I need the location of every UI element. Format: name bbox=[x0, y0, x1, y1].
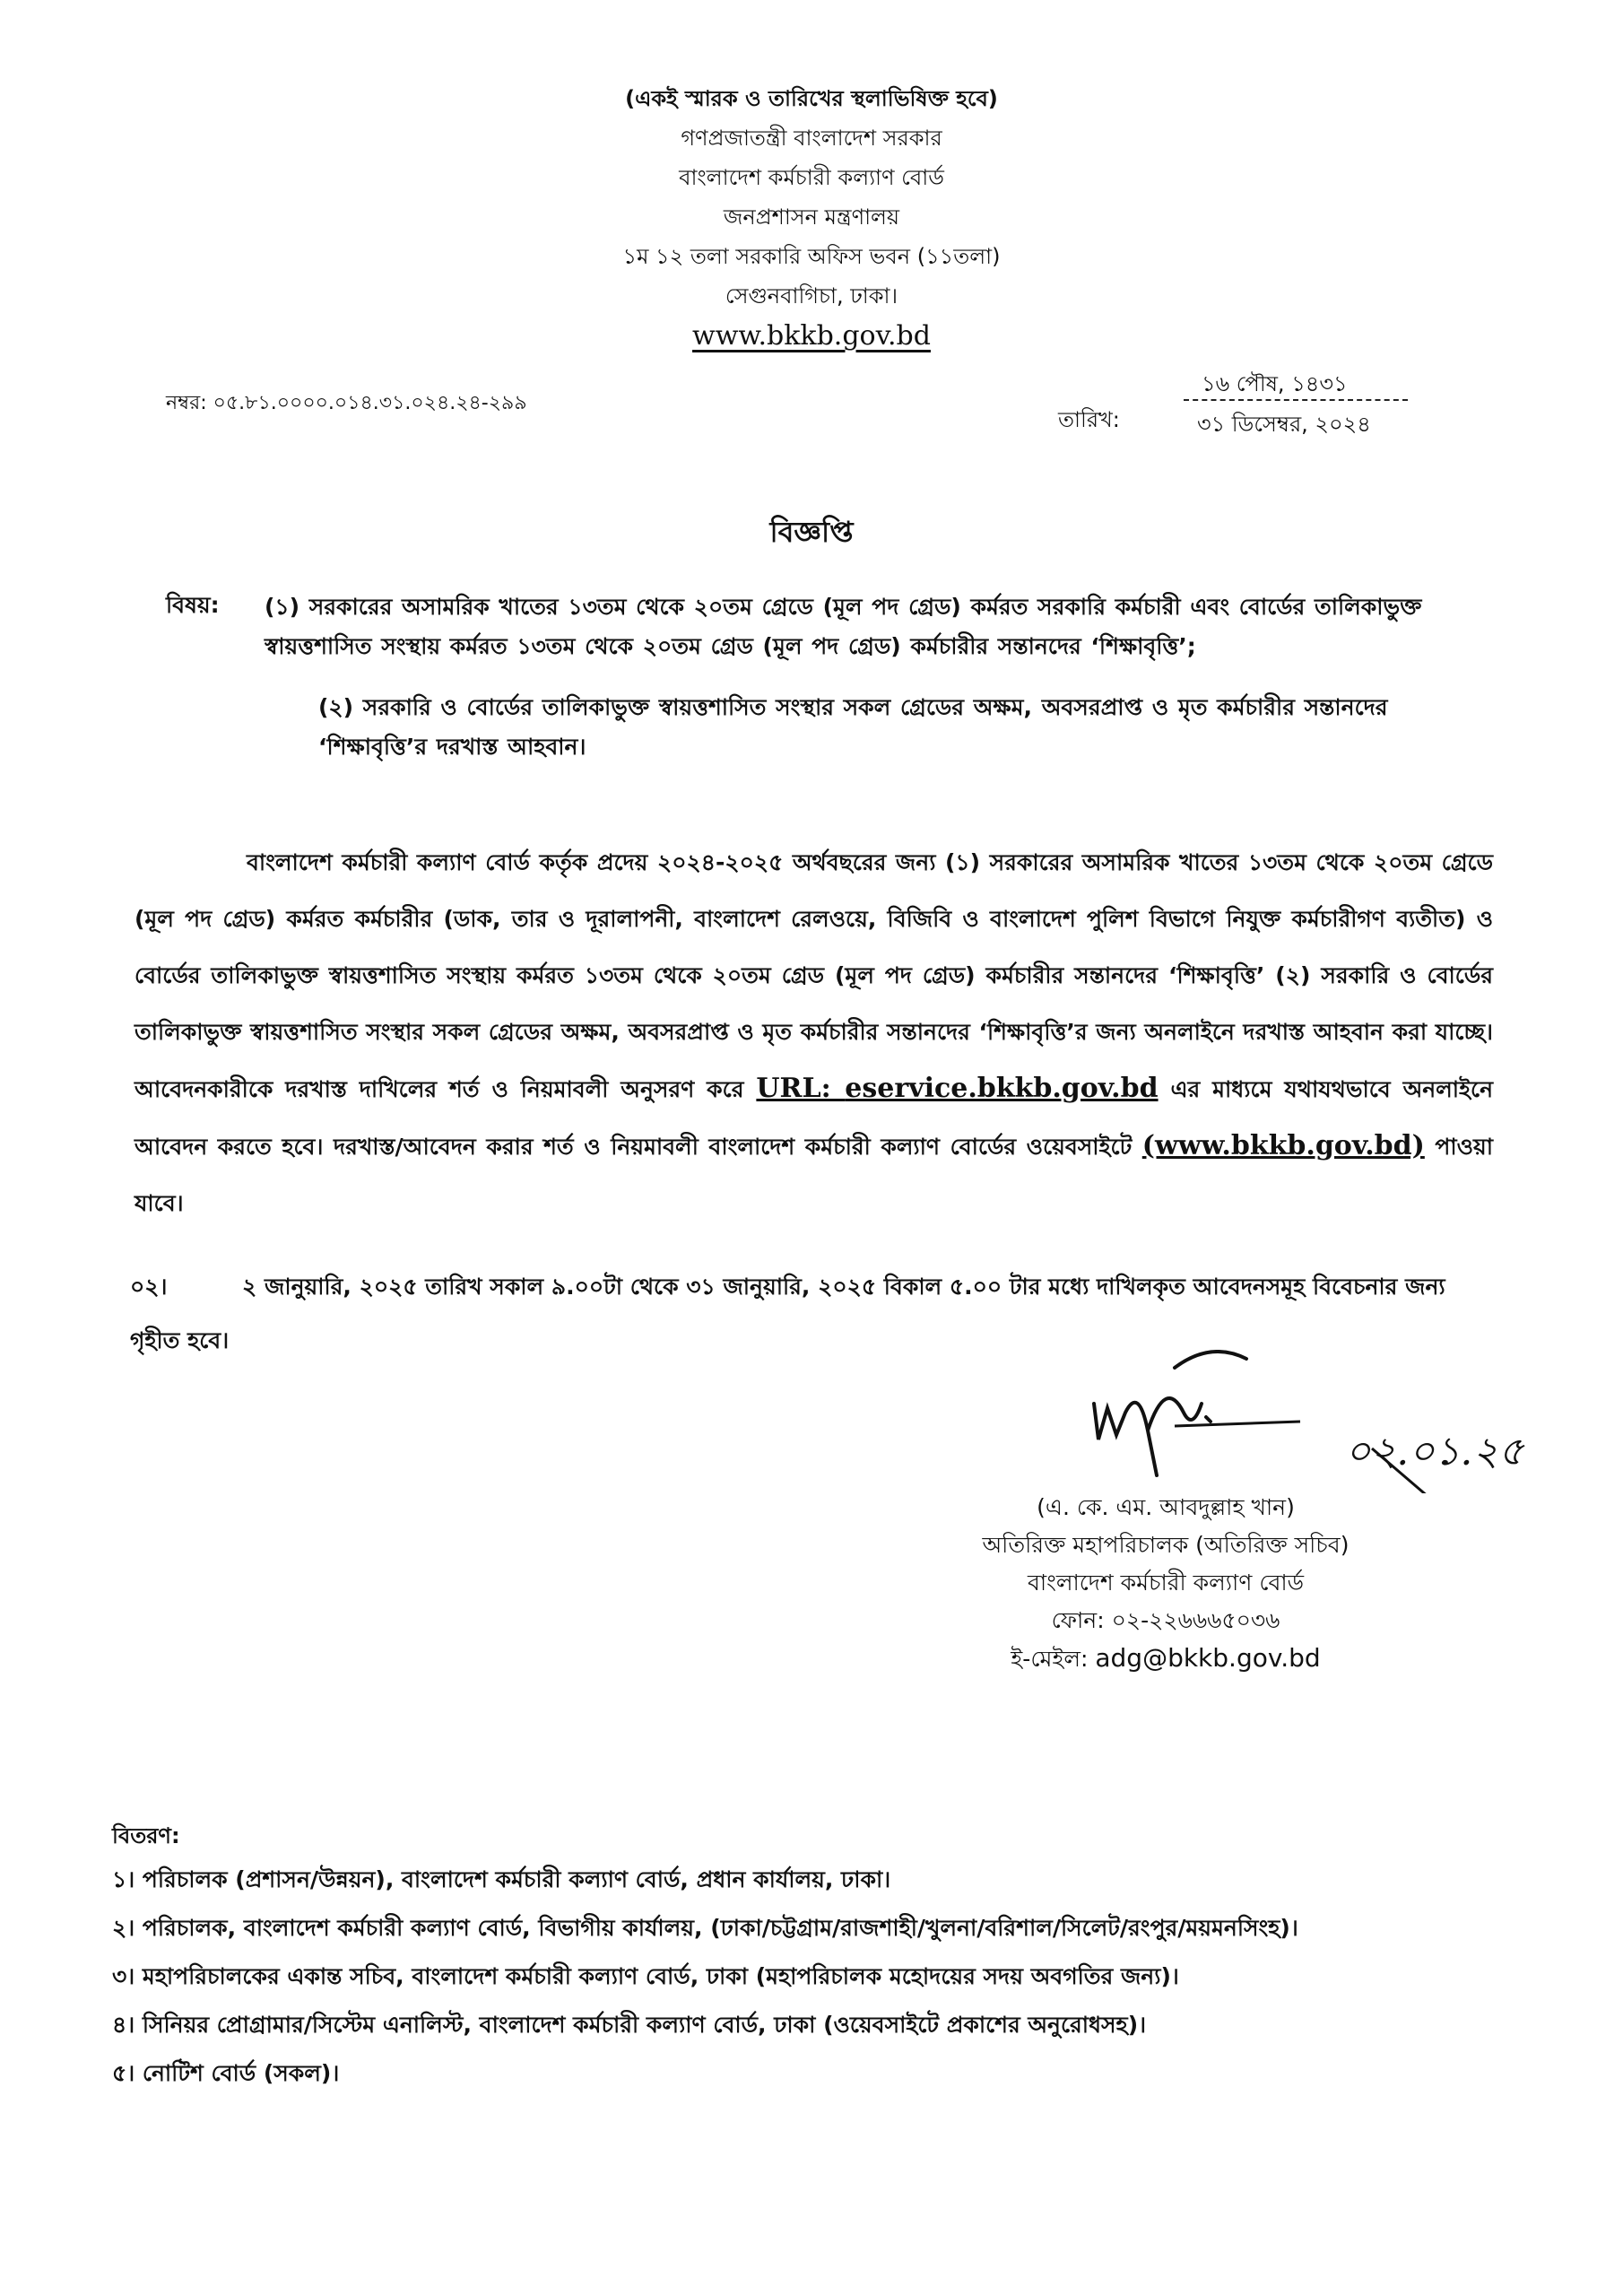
paragraph-text-2: এর মাধ্যমে যথাযথভাবে অনলাইনে আবেদন করতে হবে। দরখাস্ত/আবেদন করার শর্ত ও নিয়মাবলী বাংলাদেশ কর্মচারী কল্যাণ বোর্ডের ওয়েবসাইটে bbox=[135, 1076, 1493, 1160]
distribution-label: বিতরণ: bbox=[112, 1823, 180, 1848]
notice-title: বিজ্ঞপ্তি bbox=[769, 515, 854, 549]
address-line-1: ১ম ১২ তলা সরকারি অফিস ভবন (১১তলা) bbox=[622, 244, 1001, 269]
signatory-phone: ফোন: ০২-২২৬৬৬৫০৩৬ bbox=[1051, 1607, 1280, 1633]
distribution-item: ২। পরিচালক, বাংলাদেশ কর্মচারী কল্যাণ বোর্ড, বিভাগীয় কার্যালয়, (ঢাকা/চট্টগ্রাম/রাজশাহী/খুলনা/বরিশাল/সিলেট/রংপুর/ময়মনসিংহ)। bbox=[112, 1915, 1298, 1941]
signatory-organization: বাংলাদেশ কর্মচারী কল্যাণ বোর্ড bbox=[1027, 1570, 1305, 1596]
signature bbox=[1085, 1350, 1524, 1493]
government-name: গণপ্রজাতন্ত্রী বাংলাদেশ সরকার bbox=[681, 126, 942, 151]
point-2-number: ০২। bbox=[130, 1274, 168, 1300]
ministry-name: জনপ্রশাসন মন্ত্রণালয় bbox=[723, 204, 900, 230]
subject-label: বিষয়: bbox=[166, 592, 220, 618]
paragraph-text-1: বাংলাদেশ কর্মচারী কল্যাণ বোর্ড কর্তৃক প্রদেয় ২০২৪-২০২৫ অর্থবছরের জন্য (১) সরকারের অসামরিক খাতের ১৩তম থেকে ২০তম গ্রেডে (মূল পদ গ্রেড) কর্মরত কর্মচারীর (ডাক, তার ও দূরালাপনী, বাংলাদেশ রেলওয়ে, বিজিবি ও বাংলাদেশ পুলিশ বিভাগে নিযুক্ত কর্মচারীগণ ব্যতীত) ও বোর্ডের তালিকাভুক্ত স্বায়ত্তশাসিত সংস্থায় কর্মরত ১৩তম থেকে ২০তম গ্রেড (মূল পদ গ্রেড) কর্মচারীর সন্তানদের ‘শিক্ষাবৃত্তি’ (২) সরকারি ও বোর্ডের তালিকাভুক্ত স্বায়ত্তশাসিত সংস্থার সকল গ্রেডের অক্ষম, অবসরপ্রাপ্ত ও মৃত কর্মচারীর সন্তানদের ‘শিক্ষাবৃত্তি’র জন্য অনলাইনে দরখাস্ত আহবান করা যাচ্ছে। আবেদনকারীকে দরখাস্ত দাখিলের শর্ত ও নিয়মাবলী অনুসরণ করে bbox=[135, 849, 1493, 1102]
date-block bbox=[1058, 368, 1435, 439]
email-label: ই-মেইল: bbox=[1011, 1646, 1096, 1672]
body-paragraph bbox=[135, 834, 1493, 1231]
signatory-block bbox=[897, 1489, 1435, 1678]
distribution-item: ৪। সিনিয়র প্রোগ্রামার/সিস্টেম এনালিস্ট, বাংলাদেশ কর্মচারী কল্যাণ বোর্ড, ঢাকা (ওয়েবসাইটে প্রকাশের অনুরোধসহ)। bbox=[112, 2012, 1147, 2038]
signature-date: ০২.০১.২৫ bbox=[1345, 1429, 1524, 1474]
email-link[interactable]: adg@bkkb.gov.bd bbox=[1095, 1643, 1321, 1673]
distribution-list bbox=[112, 1816, 1511, 2098]
organization-name: বাংলাদেশ কর্মচারী কল্যাণ বোর্ড bbox=[679, 165, 944, 190]
website-link[interactable]: www.bkkb.gov.bd bbox=[692, 320, 931, 352]
date-bangla: ১৬ পৌষ, ১৪৩১ bbox=[1202, 371, 1348, 396]
paragraph-text-3: পাওয়া যাবে। bbox=[135, 1134, 1493, 1216]
signatory-email-line bbox=[897, 1639, 1435, 1678]
address-line-2: সেগুনবাগিচা, ঢাকা। bbox=[725, 283, 898, 309]
date-label: তারিখ: bbox=[1058, 407, 1120, 432]
point-2-text: ২ জানুয়ারি, ২০২৫ তারিখ সকাল ৯.০০টা থেকে ৩১ জানুয়ারি, ২০২৫ বিকাল ৫.০০ টার মধ্যে দাখিলকৃত আবেদনসমূহ বিবেচনার জন্য গৃহীত হবে। bbox=[130, 1274, 1445, 1353]
subject-item-1: (১) সরকারের অসামরিক খাতের ১৩তম থেকে ২০তম গ্রেডে (মূল পদ গ্রেড) কর্মরত সরকারি কর্মচারী এবং বোর্ডের তালিকাভুক্ত স্বায়ত্তশাসিত সংস্থায় কর্মরত ১৩তম থেকে ২০তম গ্রেড (মূল পদ গ্রেড) কর্মচারীর সন্তানদের ‘শিক্ষাবৃত্তি’; bbox=[265, 594, 1422, 659]
memo-number: নম্বর: ০৫.৮১.০০০০.০১৪.৩১.০২৪.২৪-২৯৯ bbox=[166, 392, 527, 414]
signatory-name: (এ. কে. এম. আবদুল্লাহ খান) bbox=[1037, 1494, 1295, 1520]
distribution-item: ৫। নোটিশ বোর্ড (সকল)। bbox=[112, 2060, 340, 2086]
letterhead bbox=[0, 79, 1623, 357]
copy-note: (একই স্মারক ও তারিখের স্থলাভিষিক্ত হবে) bbox=[625, 86, 998, 111]
url-label: URL: bbox=[756, 1073, 846, 1104]
distribution-item: ৩। মহাপরিচালকের একান্ত সচিব, বাংলাদেশ কর্মচারী কল্যাণ বোর্ড, ঢাকা (মহাপরিচালক মহোদয়ের সদয় অবগতির জন্য)। bbox=[112, 1963, 1179, 1989]
date-divider bbox=[1184, 399, 1408, 401]
date-english: ৩১ ডিসেম্বর, ২০২৪ bbox=[1197, 412, 1371, 437]
distribution-item: ১। পরিচালক (প্রশাসন/উন্নয়ন), বাংলাদেশ কর্মচারী কল্যাণ বোর্ড, প্রধান কার্যালয়, ঢাকা। bbox=[112, 1866, 891, 1892]
signatory-designation: অতিরিক্ত মহাপরিচালক (অতিরিক্ত সচিব) bbox=[982, 1532, 1350, 1558]
eservice-link[interactable]: eservice.bkkb.gov.bd bbox=[845, 1073, 1159, 1104]
website-link-inline[interactable]: (www.bkkb.gov.bd) bbox=[1141, 1130, 1425, 1161]
subject-item-2: (২) সরকারি ও বোর্ডের তালিকাভুক্ত স্বায়ত্তশাসিত সংস্থার সকল গ্রেডের অক্ষম, অবসরপ্রাপ্ত ও মৃত কর্মচারীর সন্তানদের ‘শিক্ষাবৃত্তি’র দরখাস্ত আহবান। bbox=[318, 694, 1388, 760]
